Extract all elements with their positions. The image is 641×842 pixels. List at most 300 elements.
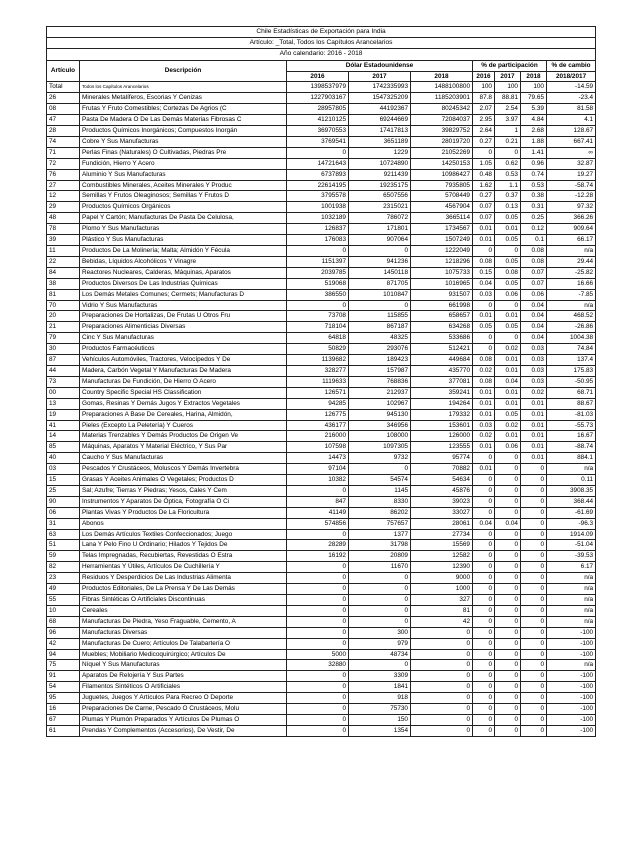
- usd-2018-cell: 3665114: [411, 213, 473, 224]
- description-cell: Gomas, Resinas Y Demás Jugos Y Extractos Vegetales: [80, 398, 287, 409]
- usd-2018-cell: 9000: [411, 573, 473, 584]
- table-row: [47, 475, 596, 486]
- description-cell: Lana Y Pelo Fino U Ordinario; Hilados Y Tejidos De: [80, 540, 287, 551]
- description-cell: Combustibles Minerales, Aceites Minerales Y Produc: [80, 180, 287, 191]
- share-2016-cell: 0.01: [473, 235, 495, 246]
- share-2018-cell: 0.96: [521, 158, 547, 169]
- share-2016-cell: 0.27: [473, 136, 495, 147]
- share-2017-cell: 0: [495, 627, 521, 638]
- table-row: [47, 158, 596, 169]
- description-cell: Productos Farmacéuticos: [80, 344, 287, 355]
- table-row: [47, 376, 596, 387]
- share-2018-cell: 0.25: [521, 213, 547, 224]
- share-2017-cell: 0.05: [495, 235, 521, 246]
- usd-2016-cell: 1139682: [287, 355, 349, 366]
- article-code-cell: 10: [47, 605, 80, 616]
- description-cell: Residuos Y Desperdicios De Las Industrias Alimenta: [80, 573, 287, 584]
- article-code-cell: 84: [47, 267, 80, 278]
- share-2018-cell: 100: [521, 82, 547, 93]
- share-2016-cell: 0: [473, 725, 495, 736]
- usd-2017-cell: 2315021: [349, 202, 411, 213]
- table-row: [47, 93, 596, 104]
- usd-2017-cell: 150: [349, 714, 411, 725]
- usd-2016-cell: 50829: [287, 344, 349, 355]
- description-cell: Manufacturas Diversas: [80, 627, 287, 638]
- share-2017-cell: 0.02: [495, 420, 521, 431]
- usd-2016-cell: 0: [287, 246, 349, 257]
- change-2018-2017-cell: 4.1: [547, 115, 596, 126]
- share-2017-cell: 0.37: [495, 191, 521, 202]
- share-2017-cell: 0: [495, 573, 521, 584]
- usd-2016-cell: 126571: [287, 387, 349, 398]
- share-2017-cell: 0.06: [495, 289, 521, 300]
- share-2018-cell: 0.07: [521, 278, 547, 289]
- share-2017-cell: 0.04: [495, 518, 521, 529]
- change-2018-2017-cell: -23.4: [547, 93, 596, 104]
- table-row: [47, 573, 596, 584]
- usd-2018-cell: 1734567: [411, 224, 473, 235]
- change-2018-2017-cell: -55.73: [547, 420, 596, 431]
- usd-2016-cell: 328277: [287, 365, 349, 376]
- share-2017-cell: 0.53: [495, 169, 521, 180]
- share-2016-cell: 0.07: [473, 213, 495, 224]
- description-cell: Madera, Carbón Vegetal Y Manufacturas De Madera: [80, 365, 287, 376]
- share-2017-cell: 0: [495, 464, 521, 475]
- usd-2016-cell: 0: [287, 573, 349, 584]
- usd-2016-cell: 5000: [287, 649, 349, 660]
- share-2017-cell: 0: [495, 671, 521, 682]
- change-2018-2017-cell: -14.59: [547, 82, 596, 93]
- usd-2016-cell: 41149: [287, 507, 349, 518]
- description-cell: Herramientas Y Útiles, Artículos De Cuchillería Y: [80, 562, 287, 573]
- description-cell: Fundición, Hierro Y Acero: [80, 158, 287, 169]
- usd-2016-cell: 14721643: [287, 158, 349, 169]
- share-2017-cell: 0: [495, 529, 521, 540]
- change-2018-2017-cell: n/a: [547, 300, 596, 311]
- header-part-2017: 2017: [495, 71, 521, 82]
- table-row: [47, 147, 596, 158]
- usd-2018-cell: 70882: [411, 464, 473, 475]
- description-cell: Pescados Y Crustáceos, Moluscos Y Demás Invertebra: [80, 464, 287, 475]
- share-2018-cell: 0: [521, 573, 547, 584]
- share-2018-cell: 0: [521, 671, 547, 682]
- usd-2016-cell: 36970553: [287, 126, 349, 137]
- article-code-cell: 26: [47, 93, 80, 104]
- change-2018-2017-cell: 19.27: [547, 169, 596, 180]
- description-cell: Grasas Y Aceites Animales O Vegetales; Productos D: [80, 475, 287, 486]
- article-code-cell: 91: [47, 671, 80, 682]
- share-2018-cell: 0.06: [521, 289, 547, 300]
- share-2016-cell: 0: [473, 627, 495, 638]
- description-cell: Juguetes, Juegos Y Artículos Para Recreo O Deporte: [80, 693, 287, 704]
- share-2017-cell: 0.21: [495, 136, 521, 147]
- usd-2017-cell: 867187: [349, 322, 411, 333]
- usd-2017-cell: 1450118: [349, 267, 411, 278]
- change-2018-2017-cell: 3908.35: [547, 485, 596, 496]
- article-code-cell: 96: [47, 627, 80, 638]
- description-cell: Materias Trenzables Y Demás Productos De Origen Ve: [80, 431, 287, 442]
- usd-2016-cell: 1398537979: [287, 82, 349, 93]
- table-row: [47, 638, 596, 649]
- usd-2017-cell: 918: [349, 693, 411, 704]
- article-code-cell: 41: [47, 420, 80, 431]
- usd-2017-cell: 0: [349, 616, 411, 627]
- usd-2016-cell: 73708: [287, 311, 349, 322]
- usd-2018-cell: 0: [411, 660, 473, 671]
- description-cell: Productos Químicos Inorgánicos; Compuestos Inorgán: [80, 126, 287, 137]
- share-2016-cell: 0: [473, 693, 495, 704]
- usd-2016-cell: 28289: [287, 540, 349, 551]
- table-row: [47, 595, 596, 606]
- share-2018-cell: 0.53: [521, 180, 547, 191]
- share-2017-cell: 0.05: [495, 213, 521, 224]
- article-code-cell: 40: [47, 453, 80, 464]
- description-cell: Productos De La Molinería; Malta; Almidón Y Fécula: [80, 246, 287, 257]
- article-code-cell: 06: [47, 507, 80, 518]
- description-cell: Manufacturas De Cuero; Artículos De Talabartería O: [80, 638, 287, 649]
- usd-2017-cell: 1145: [349, 485, 411, 496]
- share-2017-cell: 0: [495, 147, 521, 158]
- share-2016-cell: 0.08: [473, 355, 495, 366]
- share-2016-cell: 0.03: [473, 420, 495, 431]
- article-code-cell: 47: [47, 115, 80, 126]
- share-2017-cell: 0.06: [495, 442, 521, 453]
- share-2017-cell: 0: [495, 562, 521, 573]
- usd-2016-cell: 0: [287, 638, 349, 649]
- share-2018-cell: 0.03: [521, 376, 547, 387]
- usd-2018-cell: 634268: [411, 322, 473, 333]
- share-2016-cell: 0.01: [473, 442, 495, 453]
- share-2018-cell: 0.01: [521, 398, 547, 409]
- share-2016-cell: 0: [473, 333, 495, 344]
- usd-2017-cell: 189423: [349, 355, 411, 366]
- usd-2017-cell: 48325: [349, 333, 411, 344]
- usd-2017-cell: 941236: [349, 256, 411, 267]
- table-row: [47, 725, 596, 736]
- usd-2018-cell: 39023: [411, 496, 473, 507]
- usd-2017-cell: 48734: [349, 649, 411, 660]
- share-2018-cell: 0: [521, 562, 547, 573]
- change-2018-2017-cell: -61.69: [547, 507, 596, 518]
- article-code-cell: 30: [47, 344, 80, 355]
- article-code-cell: 54: [47, 682, 80, 693]
- change-2018-2017-cell: 175.83: [547, 365, 596, 376]
- usd-2017-cell: 293076: [349, 344, 411, 355]
- share-2017-cell: 0: [495, 682, 521, 693]
- share-2017-cell: 0: [495, 725, 521, 736]
- change-2018-2017-cell: 81.58: [547, 104, 596, 115]
- share-2017-cell: 0.13: [495, 202, 521, 213]
- usd-2018-cell: 1185203901: [411, 93, 473, 104]
- usd-2016-cell: 0: [287, 725, 349, 736]
- usd-2017-cell: 157987: [349, 365, 411, 376]
- share-2017-cell: 0: [495, 595, 521, 606]
- share-2018-cell: 0.01: [521, 442, 547, 453]
- usd-2018-cell: 95774: [411, 453, 473, 464]
- article-code-cell: 90: [47, 496, 80, 507]
- usd-2018-cell: 0: [411, 627, 473, 638]
- share-2018-cell: 0.74: [521, 169, 547, 180]
- usd-2018-cell: 449684: [411, 355, 473, 366]
- article-code-cell: 78: [47, 224, 80, 235]
- usd-2017-cell: 346956: [349, 420, 411, 431]
- description-cell: Vehículos Automóviles, Tractores, Velocípedos Y De: [80, 355, 287, 366]
- usd-2016-cell: 0: [287, 693, 349, 704]
- usd-2018-cell: 81: [411, 605, 473, 616]
- description-cell: Pasta De Madera O De Las Demás Materias Fibrosas C: [80, 115, 287, 126]
- usd-2017-cell: 20809: [349, 551, 411, 562]
- usd-2016-cell: 0: [287, 562, 349, 573]
- change-2018-2017-cell: -51.04: [547, 540, 596, 551]
- description-cell: Minerales Metalíferos, Escorias Y Cenizas: [80, 93, 287, 104]
- usd-2018-cell: 45876: [411, 485, 473, 496]
- usd-2018-cell: 0: [411, 638, 473, 649]
- share-2016-cell: 0: [473, 485, 495, 496]
- usd-2017-cell: 1841: [349, 682, 411, 693]
- share-2017-cell: 0: [495, 485, 521, 496]
- usd-2016-cell: 847: [287, 496, 349, 507]
- table-row: [47, 431, 596, 442]
- description-cell: Cobre Y Sus Manufacturas: [80, 136, 287, 147]
- table-row: [47, 224, 596, 235]
- usd-2016-cell: 14473: [287, 453, 349, 464]
- usd-2017-cell: 786072: [349, 213, 411, 224]
- share-2017-cell: 0: [495, 475, 521, 486]
- change-2018-2017-cell: -100: [547, 714, 596, 725]
- share-2016-cell: 0.08: [473, 376, 495, 387]
- usd-2017-cell: 8330: [349, 496, 411, 507]
- description-cell: Instrumentos Y Aparatos De Óptica, Fotografía O Ci: [80, 496, 287, 507]
- share-2017-cell: 0: [495, 496, 521, 507]
- change-2018-2017-cell: 1004.38: [547, 333, 596, 344]
- article-code-cell: 71: [47, 147, 80, 158]
- share-2017-cell: 0.62: [495, 158, 521, 169]
- share-2018-cell: 0.07: [521, 267, 547, 278]
- description-cell: Preparaciones Alimenticias Diversas: [80, 322, 287, 333]
- usd-2018-cell: 39829752: [411, 126, 473, 137]
- share-2016-cell: 0.01: [473, 464, 495, 475]
- share-2018-cell: 0.12: [521, 224, 547, 235]
- usd-2018-cell: 5708449: [411, 191, 473, 202]
- description-cell: Manufacturas De Piedra, Yeso Fraguable, Cemento, A: [80, 616, 287, 627]
- change-2018-2017-cell: -39.53: [547, 551, 596, 562]
- usd-2017-cell: 0: [349, 300, 411, 311]
- table-body: [47, 82, 596, 736]
- share-2018-cell: 2.68: [521, 126, 547, 137]
- share-2017-cell: 0.01: [495, 398, 521, 409]
- usd-2016-cell: 0: [287, 714, 349, 725]
- description-cell: Plástico Y Sus Manufacturas: [80, 235, 287, 246]
- share-2018-cell: 0: [521, 704, 547, 715]
- table-row: [47, 584, 596, 595]
- usd-2017-cell: 1010847: [349, 289, 411, 300]
- description-cell: Preparaciones A Base De Cereales, Harina, Almidón,: [80, 409, 287, 420]
- header-row-groups: [47, 60, 596, 71]
- table-row: [47, 605, 596, 616]
- article-code-cell: 16: [47, 704, 80, 715]
- usd-2016-cell: 436177: [287, 420, 349, 431]
- usd-2017-cell: 945130: [349, 409, 411, 420]
- description-cell: Semillas Y Frutos Oleaginosos; Semillas Y Frutos D: [80, 191, 287, 202]
- change-2018-2017-cell: -50.95: [547, 376, 596, 387]
- description-cell: Los Demás Metales Comunes; Cermets; Manufacturas D: [80, 289, 287, 300]
- usd-2017-cell: 3651189: [349, 136, 411, 147]
- table-row: [47, 289, 596, 300]
- change-2018-2017-cell: -100: [547, 725, 596, 736]
- description-cell: Perlas Finas (Naturales) O Cultivadas, Piedras Pre: [80, 147, 287, 158]
- share-2018-cell: 0.08: [521, 246, 547, 257]
- share-2018-cell: 0: [521, 725, 547, 736]
- share-2016-cell: 0: [473, 507, 495, 518]
- article-code-cell: 14: [47, 431, 80, 442]
- description-cell: Muebles; Mobiliario Medicoquirúrgico; Artículos De: [80, 649, 287, 660]
- usd-2017-cell: 1742335993: [349, 82, 411, 93]
- share-2018-cell: 0.02: [521, 387, 547, 398]
- usd-2018-cell: 4567904: [411, 202, 473, 213]
- share-2018-cell: 0.31: [521, 202, 547, 213]
- share-2018-cell: 0.01: [521, 453, 547, 464]
- share-2018-cell: 0: [521, 551, 547, 562]
- share-2016-cell: 0: [473, 529, 495, 540]
- usd-2018-cell: 15569: [411, 540, 473, 551]
- share-2017-cell: 0: [495, 616, 521, 627]
- share-2018-cell: 0: [521, 638, 547, 649]
- usd-2016-cell: 32880: [287, 660, 349, 671]
- description-cell: Papel Y Cartón; Manufacturas De Pasta De Celulosa,: [80, 213, 287, 224]
- share-2016-cell: 0.01: [473, 409, 495, 420]
- usd-2018-cell: 327: [411, 595, 473, 606]
- usd-2018-cell: 12582: [411, 551, 473, 562]
- article-code-cell: 51: [47, 540, 80, 551]
- share-2017-cell: 88.81: [495, 93, 521, 104]
- description-cell: Reactores Nucleares, Calderas, Máquinas, Aparatos: [80, 267, 287, 278]
- usd-2017-cell: 212937: [349, 387, 411, 398]
- header-dolar-2018: 2018: [411, 71, 473, 82]
- share-2018-cell: 0: [521, 693, 547, 704]
- share-2016-cell: 0: [473, 671, 495, 682]
- usd-2016-cell: 574856: [287, 518, 349, 529]
- table-row: [47, 507, 596, 518]
- usd-2016-cell: 94285: [287, 398, 349, 409]
- share-2016-cell: 0.01: [473, 224, 495, 235]
- change-2018-2017-cell: -25.82: [547, 267, 596, 278]
- share-2017-cell: 0: [495, 693, 521, 704]
- usd-2016-cell: 1001938: [287, 202, 349, 213]
- article-code-cell: 87: [47, 355, 80, 366]
- change-2018-2017-cell: 0.11: [547, 475, 596, 486]
- header-dolar-2017: 2017: [349, 71, 411, 82]
- usd-2016-cell: 3769541: [287, 136, 349, 147]
- share-2017-cell: 1: [495, 126, 521, 137]
- article-code-cell: 23: [47, 573, 80, 584]
- description-cell: Aparatos De Relojería Y Sus Partes: [80, 671, 287, 682]
- usd-2018-cell: 21052269: [411, 147, 473, 158]
- usd-2018-cell: 1218296: [411, 256, 473, 267]
- change-2018-2017-cell: -7.85: [547, 289, 596, 300]
- article-code-cell: 61: [47, 725, 80, 736]
- description-cell: Filamentos Sintéticos O Artificiales: [80, 682, 287, 693]
- usd-2018-cell: 14250153: [411, 158, 473, 169]
- description-cell: Manufacturas De Fundición, De Hierro O Acero: [80, 376, 287, 387]
- share-2017-cell: 0.01: [495, 387, 521, 398]
- article-code-cell: 79: [47, 333, 80, 344]
- usd-2016-cell: 718104: [287, 322, 349, 333]
- usd-2017-cell: 1097305: [349, 442, 411, 453]
- table-row: [47, 322, 596, 333]
- share-2016-cell: 1.62: [473, 180, 495, 191]
- usd-2017-cell: 108000: [349, 431, 411, 442]
- usd-2018-cell: 931507: [411, 289, 473, 300]
- share-2017-cell: 0.01: [495, 311, 521, 322]
- share-2018-cell: 0: [521, 464, 547, 475]
- usd-2016-cell: 28957805: [287, 104, 349, 115]
- table-row: [47, 267, 596, 278]
- usd-2018-cell: 661998: [411, 300, 473, 311]
- change-2018-2017-cell: 468.52: [547, 311, 596, 322]
- usd-2016-cell: 107598: [287, 442, 349, 453]
- usd-2017-cell: 1377: [349, 529, 411, 540]
- description-cell: Todos los Capítulos Arancelarios: [80, 82, 287, 93]
- description-cell: Plomo Y Sus Manufacturas: [80, 224, 287, 235]
- usd-2018-cell: 533686: [411, 333, 473, 344]
- share-2016-cell: 0: [473, 605, 495, 616]
- article-code-cell: 38: [47, 278, 80, 289]
- usd-2016-cell: 1032189: [287, 213, 349, 224]
- share-2017-cell: 0: [495, 551, 521, 562]
- change-2018-2017-cell: -100: [547, 682, 596, 693]
- article-code-cell: 08: [47, 104, 80, 115]
- table-row: [47, 671, 596, 682]
- share-2018-cell: 0: [521, 540, 547, 551]
- table-row: [47, 365, 596, 376]
- description-cell: Plumas Y Plumón Preparados Y Artículos De Plumas O: [80, 714, 287, 725]
- usd-2018-cell: 27734: [411, 529, 473, 540]
- table-row: [47, 82, 596, 93]
- share-2017-cell: 0.01: [495, 365, 521, 376]
- share-2018-cell: 0: [521, 529, 547, 540]
- table-row: [47, 213, 596, 224]
- share-2018-cell: 0: [521, 682, 547, 693]
- article-code-cell: 29: [47, 202, 80, 213]
- usd-2018-cell: 359241: [411, 387, 473, 398]
- share-2018-cell: 0: [521, 595, 547, 606]
- share-2016-cell: 0.04: [473, 518, 495, 529]
- table-row: [47, 136, 596, 147]
- share-2018-cell: 0.38: [521, 191, 547, 202]
- share-2017-cell: 0.05: [495, 322, 521, 333]
- usd-2018-cell: 0: [411, 704, 473, 715]
- usd-2016-cell: 0: [287, 616, 349, 627]
- usd-2016-cell: 0: [287, 671, 349, 682]
- article-code-cell: 20: [47, 311, 80, 322]
- description-cell: Productos Editoriales, De La Prensa Y De Las Demás: [80, 584, 287, 595]
- share-2017-cell: 0: [495, 638, 521, 649]
- usd-2016-cell: 0: [287, 584, 349, 595]
- usd-2018-cell: 0: [411, 671, 473, 682]
- share-2017-cell: 1.1: [495, 180, 521, 191]
- share-2017-cell: 0: [495, 540, 521, 551]
- description-cell: Sal; Azufre; Tierras Y Piedras; Yesos, Cales Y Cem: [80, 485, 287, 496]
- description-cell: Frutas Y Fruto Comestibles; Cortezas De Agrios (C: [80, 104, 287, 115]
- share-2017-cell: 100: [495, 82, 521, 93]
- change-2018-2017-cell: 16.67: [547, 431, 596, 442]
- header-part-2018: 2018: [521, 71, 547, 82]
- article-code-cell: 73: [47, 376, 80, 387]
- change-2018-2017-cell: 74.84: [547, 344, 596, 355]
- share-2017-cell: 0.01: [495, 224, 521, 235]
- share-2018-cell: 0.04: [521, 300, 547, 311]
- usd-2018-cell: 377081: [411, 376, 473, 387]
